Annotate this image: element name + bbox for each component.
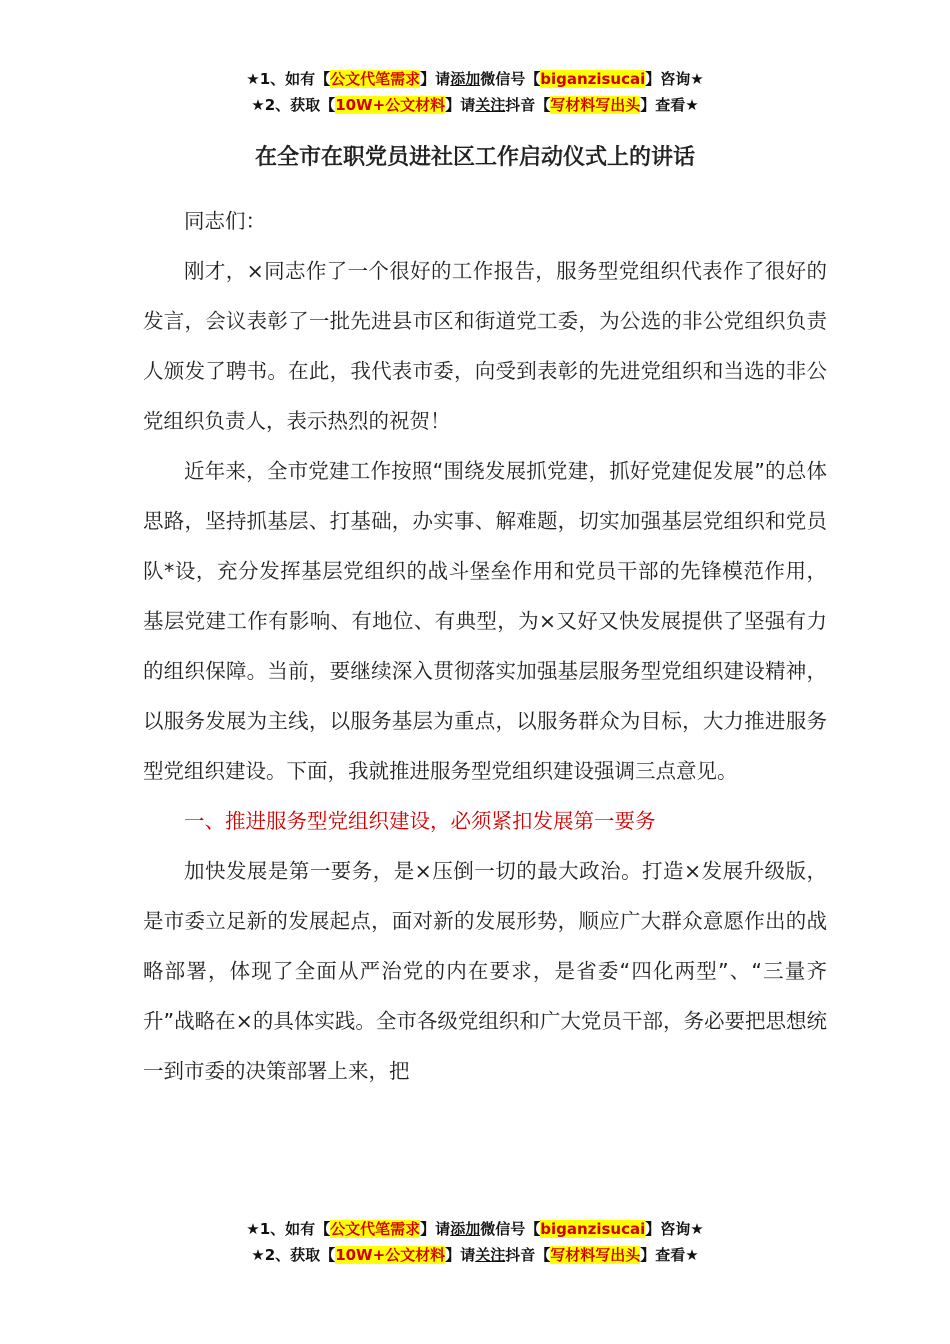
banner-line-1: ★1、如有【公文代笔需求】请添加微信号【biganzisucai】咨询★ [246, 1220, 704, 1238]
banner-highlight: 公文代笔需求 [330, 1220, 421, 1238]
banner-highlight: biganzisucai [540, 1220, 646, 1238]
banner-highlight: 10W+公文材料 [335, 1246, 446, 1264]
document-body [143, 196, 827, 1096]
paragraph: 近年来，全市党建工作按照“围绕发展抓党建，抓好党建促发展”的总体思路，坚持抓基层、打基础，办实事、解难题，切实加强基层党组织和党员队*设，充分发挥基层党组织的战斗堡垒作用和党员干部的先锋模范作用，基层党建工作有影响、有地位、有典型，为×又好又快发展提供了坚强有力的组织保障。当前，要继续深入贯彻落实加强基层服务型党组织建设精神，以服务发展为主线，以服务基层为重点，以服务群众为目标，大力推进服务型党组织建设。下面，我就推进服务型党组织建设强调三点意见。 [143, 459, 827, 783]
paragraph: 刚才，×同志作了一个很好的工作报告，服务型党组织代表作了很好的发言，会议表彰了一批先进县市区和街道党工委，为公选的非公党组织负责人颁发了聘书。在此，我代表市委，向受到表彰的先进党组织和当选的非公党组织负责人，表示热烈的祝贺！ [143, 259, 827, 433]
banner-highlight: biganzisucai [540, 70, 646, 88]
document-title: 在全市在职党员进社区工作启动仪式上的讲话 [254, 145, 695, 170]
banner-line-2: ★2、获取【10W+公文材料】请关注抖音【写材料写出头】查看★ [251, 1246, 699, 1264]
banner-highlight: 公文代笔需求 [330, 70, 421, 88]
paragraph: 加快发展是第一要务，是×压倒一切的最大政治。打造×发展升级版，是市委立足新的发展起点，面对新的发展形势，顺应广大群众意愿作出的战略部署，体现了全面从严治党的内在要求，是省委“四化两型”、“三量齐升”战略在×的具体实践。全市各级党组织和广大党员干部，务必要把思想统一到市委的决策部署上来，把 [143, 859, 827, 1083]
section-heading: 一、推进服务型党组织建设，必须紧扣发展第一要务 [184, 809, 656, 833]
salutation: 同志们： [184, 209, 266, 233]
banner-highlight: 写材料写出头 [550, 96, 641, 114]
header-banner [0, 66, 950, 118]
banner-line-2: ★2、获取【10W+公文材料】请关注抖音【写材料写出头】查看★ [251, 96, 699, 114]
banner-highlight: 写材料写出头 [550, 1246, 641, 1264]
footer-banner [0, 1216, 950, 1268]
banner-highlight: 10W+公文材料 [335, 96, 446, 114]
banner-line-1: ★1、如有【公文代笔需求】请添加微信号【biganzisucai】咨询★ [246, 70, 704, 88]
